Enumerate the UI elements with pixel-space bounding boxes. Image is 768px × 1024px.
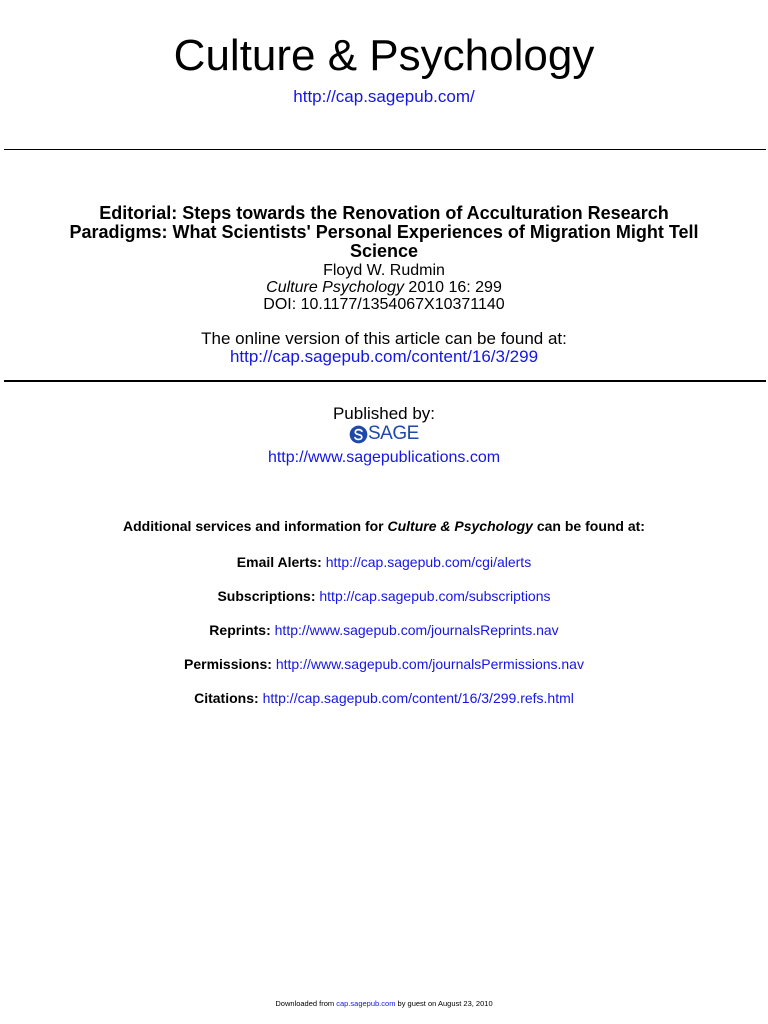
service-row-citations xyxy=(0,689,768,707)
citations-link[interactable]: http://cap.sagepub.com/content/16/3/299.refs.html xyxy=(262,690,574,706)
article-doi: DOI: 10.1177/1354067X10371140 xyxy=(263,296,505,313)
service-label: Citations: xyxy=(194,690,259,706)
article-title xyxy=(0,204,768,261)
service-row-email-alerts xyxy=(0,553,768,571)
download-footer xyxy=(0,999,768,1009)
journal-title: Culture & Psychology xyxy=(173,31,595,80)
article-citation xyxy=(0,279,768,297)
online-version-note: The online version of this article can be found at: xyxy=(201,329,567,348)
footer-site-link[interactable]: cap.sagepub.com xyxy=(336,999,396,1008)
service-label: Email Alerts: xyxy=(236,554,322,570)
sage-s-icon xyxy=(349,425,368,444)
sage-logo xyxy=(349,423,419,445)
service-label: Subscriptions: xyxy=(217,588,316,604)
services-heading-suffix: can be found at: xyxy=(532,518,645,534)
top-divider xyxy=(4,149,766,150)
citation-journal: Culture Psychology xyxy=(266,279,404,296)
service-label: Reprints: xyxy=(209,622,271,638)
published-by-label: Published by: xyxy=(332,404,436,423)
article-author: Floyd W. Rudmin xyxy=(323,262,445,279)
service-row-reprints xyxy=(0,621,768,639)
journal-url-link[interactable]: http://cap.sagepub.com/ xyxy=(293,87,475,106)
citation-details: 2010 16: 299 xyxy=(403,279,502,296)
footer-suffix: by guest on August 23, 2010 xyxy=(395,999,493,1008)
article-title-line-1: Editorial: Steps towards the Renovation of Acculturation Research xyxy=(99,203,669,223)
service-label: Permissions: xyxy=(184,656,272,672)
article-title-line-2: Paradigms: What Scientists' Personal Experiences of Migration Might Tell xyxy=(69,222,699,242)
middle-divider xyxy=(4,380,766,382)
services-heading xyxy=(0,517,768,535)
publisher-url-link[interactable]: http://www.sagepublications.com xyxy=(267,449,501,466)
subscriptions-link[interactable]: http://cap.sagepub.com/subscriptions xyxy=(319,588,551,604)
service-row-permissions xyxy=(0,655,768,673)
service-row-subscriptions xyxy=(0,587,768,605)
permissions-link[interactable]: http://www.sagepub.com/journalsPermissions.nav xyxy=(275,656,584,672)
email-alerts-link[interactable]: http://cap.sagepub.com/cgi/alerts xyxy=(325,554,532,570)
services-heading-prefix: Additional services and information for xyxy=(123,518,388,534)
article-title-line-3: Science xyxy=(349,241,419,261)
footer-prefix: Downloaded from xyxy=(275,999,337,1008)
services-heading-journal: Culture & Psychology xyxy=(387,518,533,534)
reprints-link[interactable]: http://www.sagepub.com/journalsReprints.nav xyxy=(274,622,559,638)
online-version-link[interactable]: http://cap.sagepub.com/content/16/3/299 xyxy=(229,347,539,366)
sage-logo-text: SAGE xyxy=(368,423,419,444)
